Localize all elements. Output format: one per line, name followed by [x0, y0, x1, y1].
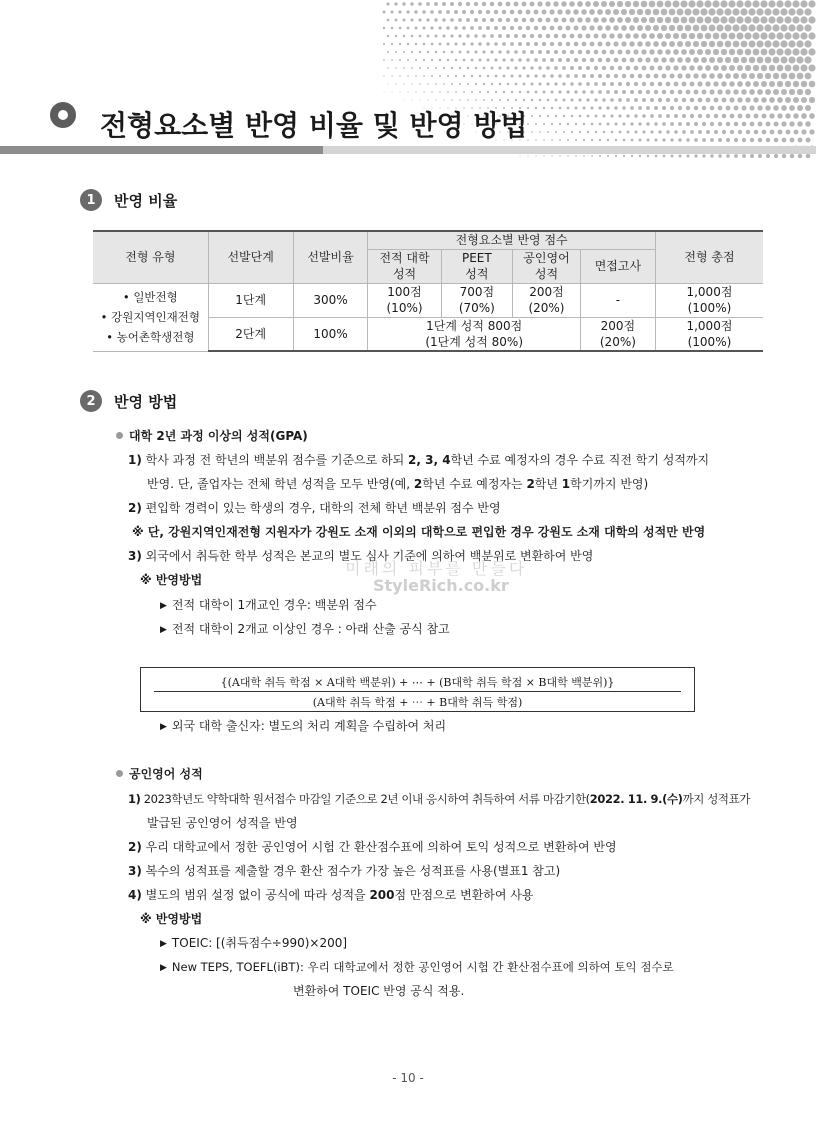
- header-score-group: 전형요소별 반영 점수: [368, 231, 655, 249]
- gpa-method-1: ▶ 전적 대학이 1개교인 경우: 백분위 점수: [160, 598, 377, 612]
- header-stage: 선발단계: [208, 231, 293, 283]
- gpa-method-3: ▶ 외국 대학 출신자: 별도의 처리 계획을 수립하여 처리: [160, 719, 447, 733]
- list-item: • 강원지역인재전형: [100, 310, 200, 324]
- triangle-bullet-icon: ▶: [160, 722, 167, 732]
- header-peet: PEET 성적: [441, 249, 512, 283]
- section-number-badge: 2: [80, 390, 102, 412]
- admission-types: [93, 283, 208, 351]
- page-number: - 10 -: [392, 1071, 424, 1085]
- header-english: 공인영어 성적: [513, 249, 581, 283]
- gpa-item-1-cont: 반영. 단, 졸업자는 전체 학년 성적을 모두 반영(예, 2학년 수료 예정자는 2학년 1학기까지 반영): [147, 477, 649, 491]
- formula-numerator: {(A대학 취득 학점 × A대학 백분위) + ⋯ + (B대학 취득 학점 × B대학 백분위)}: [220, 676, 615, 689]
- english-item-2: 2) 우리 대학교에서 정한 공인영어 시험 간 환산점수표에 의하여 토익 성적으로 변환하여 반영: [128, 840, 617, 854]
- list-item: • 농어촌학생전형: [106, 330, 195, 344]
- gpa-method-2: ▶ 전적 대학이 2개교 이상인 경우 : 아래 산출 공식 참고: [160, 622, 450, 636]
- watermark-url: StyleRich.co.kr: [373, 576, 509, 595]
- gpa-item-2: 2) 편입학 경력이 있는 학생의 경우, 대학의 전체 학년 백분위 점수 반영: [128, 501, 501, 515]
- watermark-text: 미래의 피부를 만들다: [345, 559, 528, 578]
- section-title: 반영 비율: [114, 191, 178, 210]
- title-underline-light: [323, 146, 816, 154]
- header-type: 전형 유형: [93, 231, 208, 283]
- title-bullet-icon: [50, 102, 76, 128]
- section-heading-method: [80, 389, 177, 413]
- gpa-note: ※ 단, 강원지역인재전형 지원자가 강원도 소재 이외의 대학으로 편입한 경우 강원도 소재 대학의 성적만 반영: [132, 525, 706, 539]
- section-title: 반영 방법: [114, 392, 178, 411]
- cell-interview: 200점 (20%): [580, 317, 655, 351]
- english-method-1: ▶ TOEIC: [(취득점수÷990)×200]: [160, 936, 348, 950]
- formula-denominator: (A대학 취득 학점 + ⋯ + B대학 취득 학점): [312, 696, 523, 709]
- fraction-bar: [154, 691, 681, 692]
- english-method-2: ▶ New TEPS, TOEFL(iBT): 우리 대학교에서 정한 공인영어 시험 간 환산점수표에 의하여 토익 점수로: [160, 960, 674, 974]
- gpa-item-3: 3) 외국에서 취득한 학부 성적은 본교의 별도 심사 기준에 의하여 백분위로 변환하여 반영: [128, 549, 594, 563]
- cell-stage1-score: 1단계 성적 800점 (1단계 성적 80%): [368, 317, 580, 351]
- header-total: 전형 총점: [655, 231, 763, 283]
- gpa-method-title: ※ 반영방법: [140, 573, 203, 587]
- cell-ratio: 300%: [293, 283, 368, 317]
- page-title: 전형요소별 반영 비율 및 반영 방법: [100, 109, 528, 142]
- cell-total: 1,000점 (100%): [655, 283, 763, 317]
- bullet-icon: [116, 770, 123, 777]
- triangle-bullet-icon: ▶: [160, 601, 167, 611]
- triangle-bullet-icon: ▶: [160, 963, 167, 973]
- triangle-bullet-icon: ▶: [160, 625, 167, 635]
- gpa-formula-box: [140, 667, 695, 712]
- english-item-3: 3) 복수의 성적표를 제출할 경우 환산 점수가 가장 높은 성적표를 사용(별표1 참고): [128, 864, 561, 878]
- english-method-2-cont: 변환하여 TOEIC 반영 공식 적용.: [293, 984, 465, 998]
- list-item: • 일반전형: [122, 290, 178, 304]
- ratio-table: [93, 230, 763, 352]
- cell-peet: 700점 (70%): [441, 283, 512, 317]
- cell-total: 1,000점 (100%): [655, 317, 763, 351]
- cell-stage: 1단계: [208, 283, 293, 317]
- header-prev-univ: 전적 대학 성적: [368, 249, 441, 283]
- header-interview: 면접고사: [580, 249, 655, 283]
- english-heading: 공인영어 성적: [116, 766, 203, 782]
- triangle-bullet-icon: ▶: [160, 939, 167, 949]
- title-underline-dark: [0, 146, 323, 154]
- cell-ratio: 100%: [293, 317, 368, 351]
- table-row: [93, 283, 763, 317]
- cell-prev-univ: 100점 (10%): [368, 283, 441, 317]
- gpa-heading: 대학 2년 과정 이상의 성적(GPA): [116, 428, 308, 444]
- header-ratio: 선발비율: [293, 231, 368, 283]
- cell-stage: 2단계: [208, 317, 293, 351]
- section-heading-ratio: [80, 188, 177, 212]
- english-item-1: 1) 2023학년도 약학대학 원서접수 마감일 기준으로 2년 이내 응시하여 취득하여 서류 마감기한(2022. 11. 9.(수)까지 성적표가: [128, 792, 751, 806]
- english-item-4: 4) 별도의 범위 설정 없이 공식에 따라 성적을 200점 만점으로 변환하여 사용: [128, 888, 534, 902]
- gpa-item-1: 1) 학사 과정 전 학년의 백분위 점수를 기준으로 하되 2, 3, 4학년 수료 예정자의 경우 수료 직전 학기 성적까지: [128, 453, 710, 467]
- cell-english: 200점 (20%): [513, 283, 581, 317]
- bullet-icon: [116, 432, 123, 439]
- section-number-badge: 1: [80, 189, 102, 211]
- english-method-title: ※ 반영방법: [140, 912, 203, 926]
- cell-interview: -: [580, 283, 655, 317]
- english-item-1-cont: 발급된 공인영어 성적을 반영: [147, 816, 298, 830]
